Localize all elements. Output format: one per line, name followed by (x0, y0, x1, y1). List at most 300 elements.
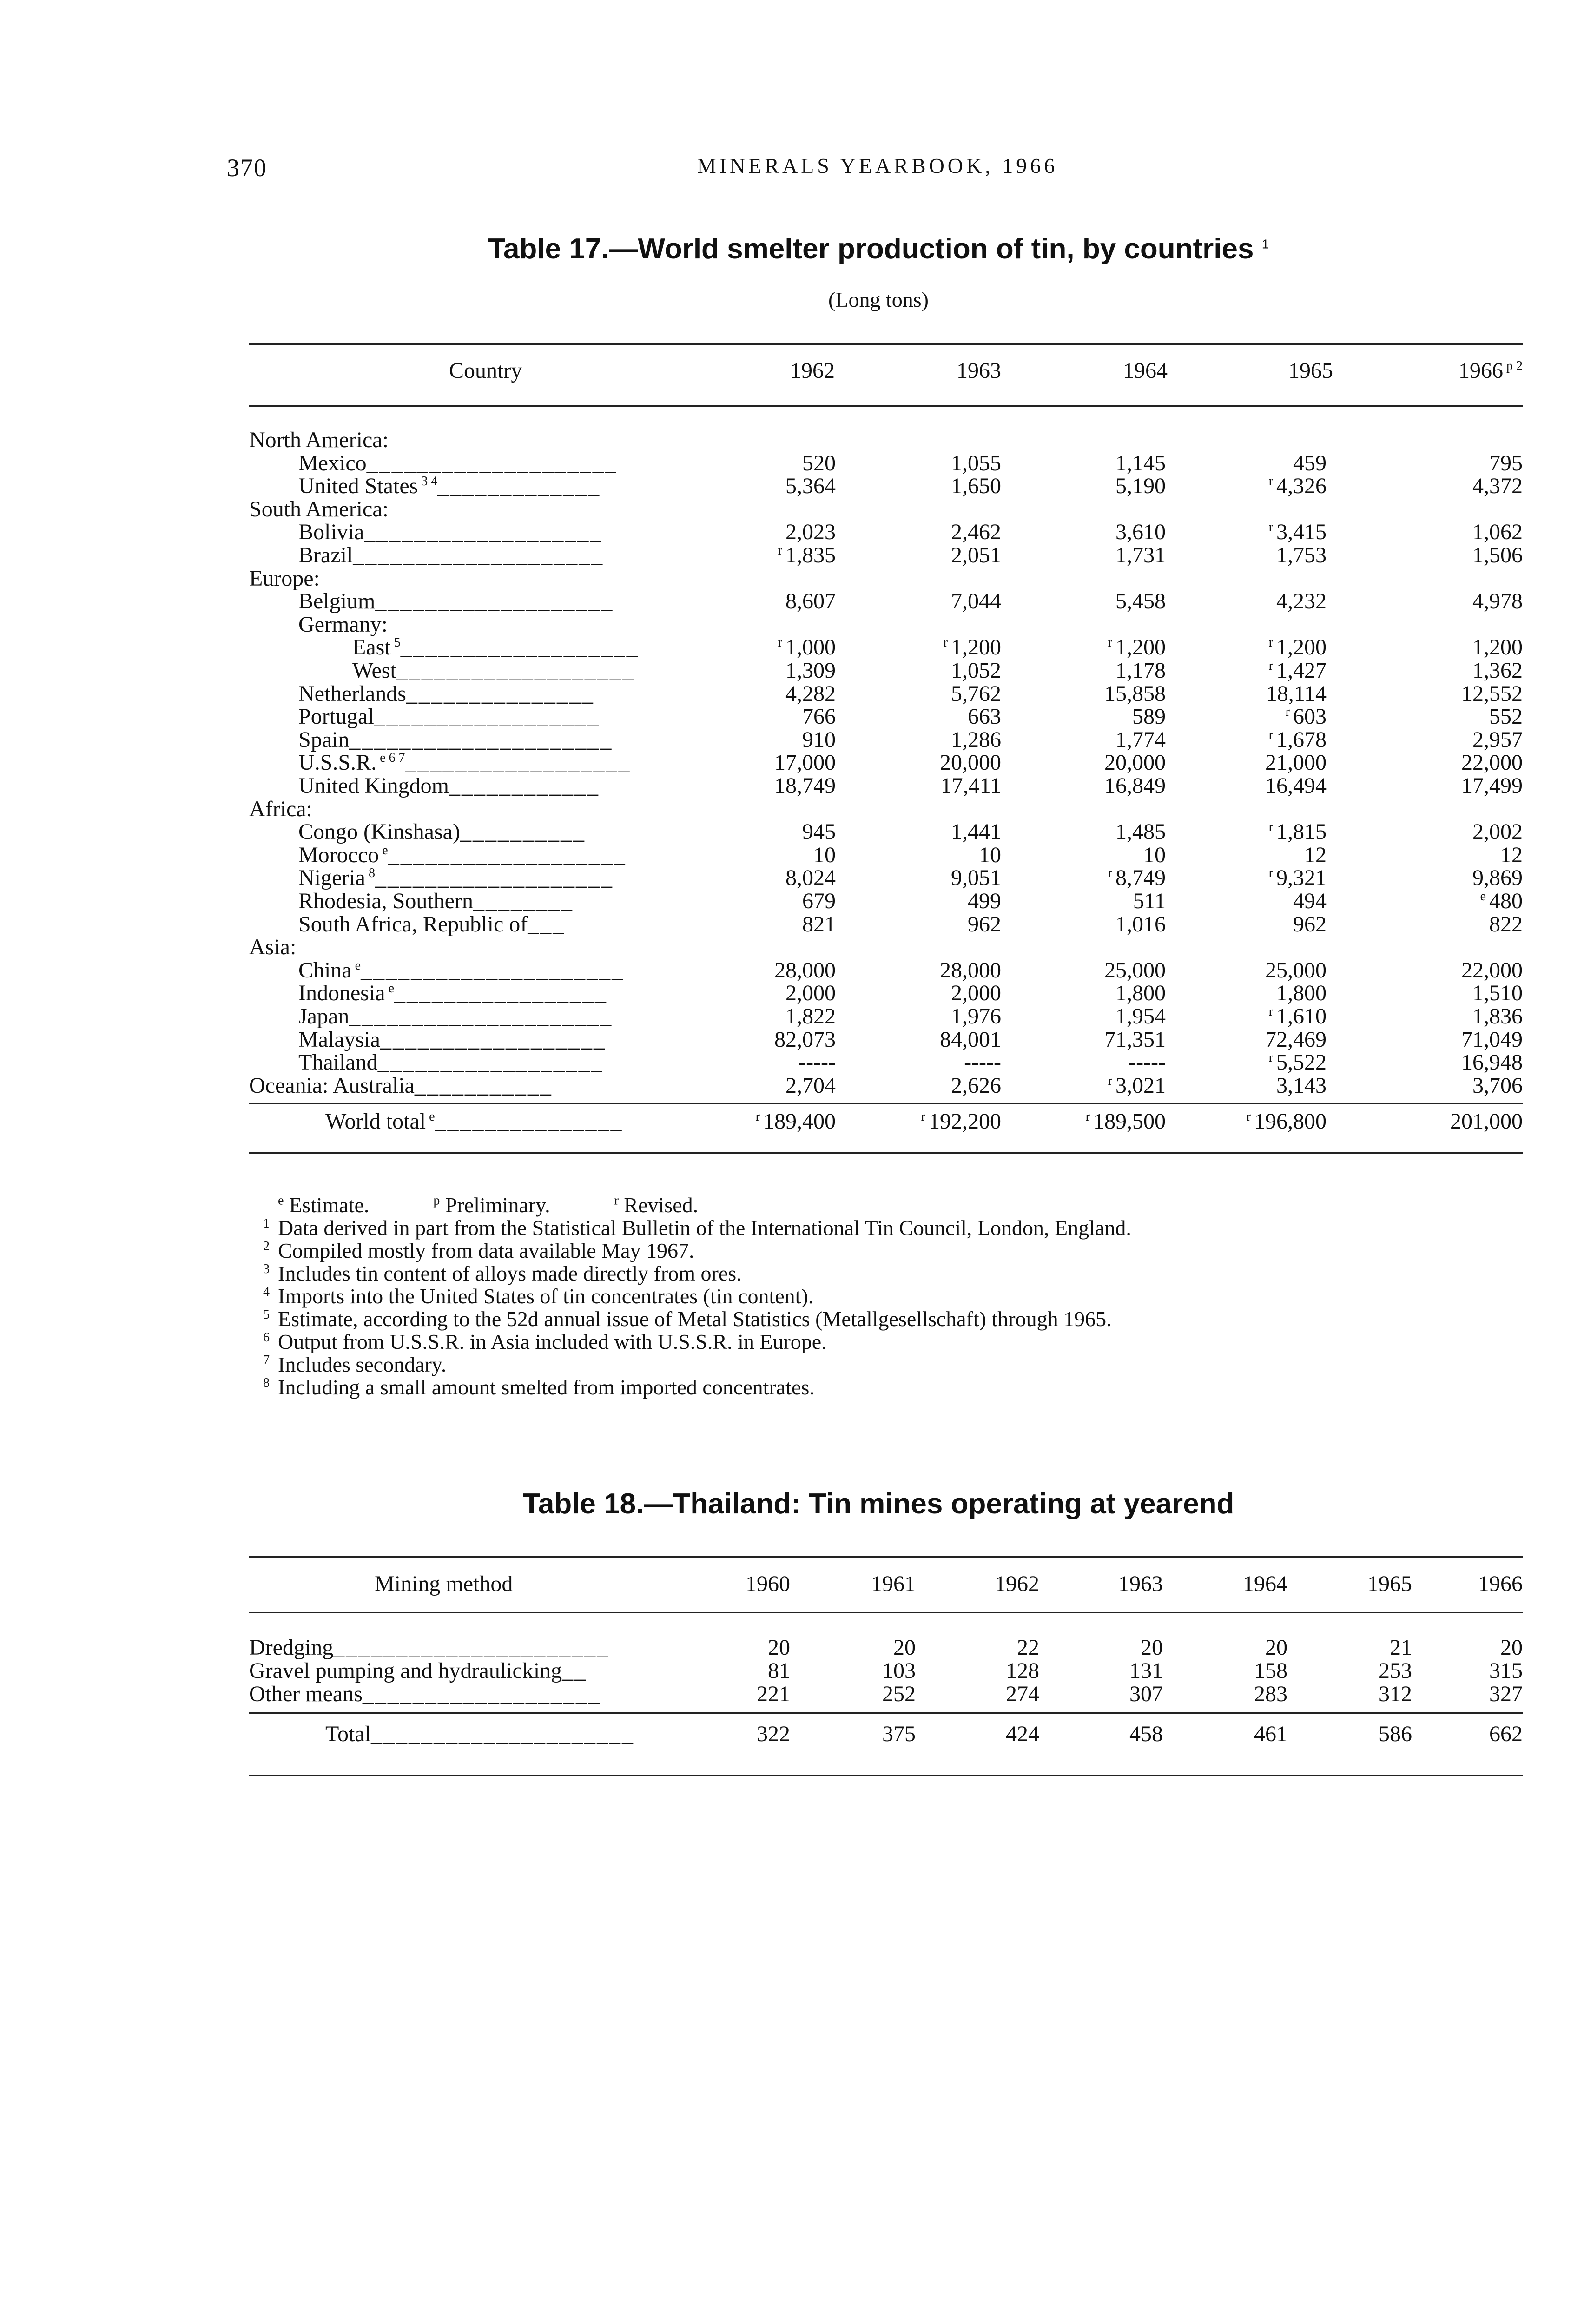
row-label-mark: e (351, 958, 361, 973)
cell-value: 17,499 (1461, 773, 1523, 798)
column-header-method: Mining method (375, 1571, 513, 1596)
cell-value: 1,506 (1472, 543, 1523, 568)
total-value: 586 (1379, 1722, 1412, 1746)
table-row (249, 936, 1523, 959)
table-row (249, 1051, 1523, 1074)
cell-value: 1,309 (785, 658, 836, 683)
cell-value: 252 (882, 1682, 916, 1706)
leader-dots: _____________________ (370, 1722, 634, 1746)
value-marker: r (1268, 866, 1276, 881)
cell-value: 1,774 (1115, 727, 1166, 752)
cell-value: $^r$ 1,200 (1268, 635, 1327, 660)
table17-total-rule (249, 1103, 1523, 1104)
column-header-year-label: 1964 (1123, 358, 1168, 383)
cell-value: 72,469 (1265, 1027, 1327, 1052)
cell-value: 71,351 (1104, 1027, 1166, 1052)
value-marker: e (1480, 889, 1489, 904)
cell-value: $^r$ 1,200 (943, 635, 1001, 660)
row-label-text: Malaysia (298, 1027, 380, 1052)
row-label-text: West (352, 658, 396, 683)
cell-value: 3,706 (1472, 1073, 1523, 1098)
leader-dots: ___________________ (396, 658, 635, 683)
table-row (249, 1005, 1523, 1028)
row-label-text: Bolivia (298, 520, 364, 545)
total-value: 201,000 (1450, 1109, 1523, 1134)
value-marker: r (1268, 635, 1276, 650)
table17-body (249, 429, 1523, 1172)
footnote-text: Output from U.S.S.R. in Asia included with U.S.S.R. in Europe. (278, 1330, 827, 1353)
cell-value: 511 (1133, 889, 1166, 913)
cell-value: 663 (968, 704, 1001, 729)
cell-value: 1,286 (951, 727, 1001, 752)
cell-value: 16,948 (1461, 1050, 1523, 1075)
row-label (249, 636, 639, 659)
row-label-text: Europe: (249, 566, 320, 591)
cell-value: $^r$ 1,678 (1268, 727, 1327, 752)
value-marker: r (1268, 727, 1276, 742)
footnote: 2 Compiled mostly from data available May 1967. (263, 1239, 694, 1262)
table-row (249, 521, 1523, 544)
column-header-year-label: 1963 (957, 358, 1001, 383)
cell-value: 9,869 (1472, 865, 1523, 891)
cell-value: 1,800 (1115, 981, 1166, 1006)
footnote: 3 Includes tin content of alloys made directly from ores. (263, 1261, 742, 1285)
total-value: 461 (1254, 1722, 1287, 1746)
row-label (249, 429, 389, 452)
table-row (249, 452, 1523, 475)
cell-value: 2,023 (785, 520, 836, 545)
row-label (249, 1051, 604, 1074)
value-marker: r (1085, 1109, 1093, 1124)
value-marker: r (943, 635, 951, 650)
row-label-text: Mexico (298, 450, 367, 475)
cell-value: 8,024 (785, 865, 836, 891)
table17-header (249, 358, 1523, 390)
row-label-mark: 5 (390, 635, 401, 650)
cell-value: 16,494 (1265, 773, 1327, 798)
table-total-row (249, 1110, 1523, 1133)
row-label-text: United Kingdom (298, 773, 449, 798)
row-label-text: Gravel pumping and hydraulicking (249, 1658, 562, 1683)
cell-value: ----- (799, 1050, 836, 1075)
cell-value: 1,954 (1115, 1004, 1166, 1029)
total-value: 424 (1006, 1722, 1039, 1746)
cell-value: 12 (1500, 842, 1523, 867)
value-marker: r (778, 635, 785, 650)
cell-value: 16,849 (1104, 773, 1166, 798)
value-marker: r (1268, 659, 1276, 673)
table-row (249, 544, 1523, 567)
cell-value: ----- (1129, 1050, 1166, 1075)
footnote: 1 Data derived in part from the Statistical Bulletin of the International Tin Council, London, England. (263, 1216, 1131, 1240)
row-label (249, 774, 600, 798)
row-label (249, 798, 312, 821)
cell-value: $^r$ 1,835 (778, 543, 836, 568)
cell-value: 2,051 (951, 543, 1001, 568)
row-label-text: North America: (249, 428, 389, 452)
leader-dots: ___________________ (375, 589, 614, 614)
value-marker: r (1268, 1050, 1276, 1065)
value-marker: r (1246, 1109, 1254, 1124)
cell-value: 84,001 (940, 1027, 1001, 1052)
cell-value: 2,462 (951, 520, 1001, 545)
cell-value: $^e$ 480 (1480, 889, 1523, 913)
total-value: $^r$ 189,500 (1085, 1109, 1166, 1134)
cell-value: 1,836 (1472, 1004, 1523, 1029)
row-label (249, 1074, 553, 1097)
row-label-text: Oceania: Australia (249, 1073, 415, 1098)
total-label-text: Total (325, 1722, 371, 1746)
running-title: MINERALS YEARBOOK, 1966 (697, 154, 1058, 178)
column-header-year-label: 1962 (790, 358, 835, 383)
row-label (249, 936, 296, 959)
cell-value: 1,362 (1472, 658, 1523, 683)
row-label (249, 452, 618, 475)
cell-value: 12,552 (1461, 681, 1523, 706)
column-header-year (1288, 358, 1333, 383)
cell-value: 1,441 (951, 819, 1001, 845)
row-label (249, 590, 614, 613)
footnote: 5 Estimate, according to the 52d annual issue of Metal Statistics (Metallgesellschaft) through 1965. (263, 1307, 1112, 1331)
cell-value: 9,051 (951, 865, 1001, 891)
table-row (249, 498, 1523, 521)
cell-value: 5,458 (1115, 589, 1166, 614)
row-label (249, 959, 624, 982)
cell-value: 312 (1379, 1682, 1412, 1706)
row-label (249, 913, 565, 936)
cell-value: 822 (1489, 911, 1523, 937)
row-label-text: Dredging (249, 1635, 334, 1660)
column-header-year: 1966 (1478, 1571, 1523, 1596)
leader-dots: __________________ (374, 704, 600, 729)
cell-value: $^r$ 603 (1285, 704, 1327, 729)
cell-value: 2,626 (951, 1073, 1001, 1098)
cell-value: 520 (802, 450, 836, 475)
cell-value: ----- (964, 1050, 1001, 1075)
row-label-text: Asia: (249, 935, 297, 960)
cell-value: 4,978 (1472, 589, 1523, 614)
cell-value: 22 (1017, 1635, 1039, 1660)
leader-dots: _________________ (394, 981, 608, 1006)
column-header-year: 1961 (871, 1571, 916, 1596)
table-row (249, 705, 1523, 728)
cell-value: 1,822 (785, 1004, 836, 1029)
cell-value: 1,200 (1472, 635, 1523, 660)
cell-value: 7,044 (951, 589, 1001, 614)
leader-dots: _____________________ (349, 727, 613, 752)
cell-value: 17,000 (774, 750, 836, 775)
table17-footnotes (249, 1194, 1523, 1399)
leader-dots: ____________________ (366, 450, 618, 475)
row-label-text: Netherlands (298, 681, 406, 706)
column-header-year: 1965 (1367, 1571, 1412, 1596)
cell-value: 589 (1132, 704, 1166, 729)
table18-top-rule (249, 1556, 1523, 1558)
cell-value: 821 (802, 911, 836, 937)
leader-dots: _____________________ (361, 957, 625, 983)
cell-value: 22,000 (1461, 750, 1523, 775)
footnote: 4 Imports into the United States of tin concentrates (tin content). (263, 1284, 814, 1308)
cell-value: 21 (1390, 1635, 1412, 1660)
cell-value: 25,000 (1104, 957, 1166, 983)
footnote-text: Including a small amount smelted from imported concentrates. (278, 1375, 815, 1399)
row-label (249, 728, 613, 752)
cell-value: $^r$ 1,815 (1268, 819, 1327, 845)
row-label (249, 1028, 606, 1051)
value-marker: r (1285, 705, 1293, 720)
cell-value: 2,000 (785, 981, 836, 1006)
leader-dots: ___________________ (362, 1682, 601, 1706)
cell-value: 1,650 (951, 474, 1001, 499)
cell-value: 4,372 (1472, 474, 1523, 499)
cell-value: 552 (1489, 704, 1523, 729)
table17-title-text: Table 17.—World smelter production of tin, by countries (488, 233, 1254, 265)
cell-value: 22,000 (1461, 957, 1523, 983)
table18-total-rule (249, 1712, 1523, 1714)
value-marker: r (755, 1109, 763, 1124)
row-label-text: Nigeria (298, 865, 365, 891)
cell-value: 81 (768, 1658, 790, 1683)
leader-dots: ___________________ (388, 842, 627, 867)
total-label-mark: e (426, 1109, 435, 1124)
cell-value: 459 (1293, 450, 1327, 475)
table-row (249, 844, 1523, 867)
table17-title (232, 232, 1525, 265)
row-label (249, 613, 388, 636)
column-header-year: 1964 (1243, 1571, 1287, 1596)
cell-value: $^r$ 3,415 (1268, 520, 1327, 545)
row-label (249, 475, 601, 498)
table-row (249, 475, 1523, 498)
leader-dots: ______________________ (333, 1635, 610, 1660)
row-label-mark: e (385, 981, 395, 996)
row-label-text: Belgium (298, 589, 376, 614)
cell-value: 5,190 (1115, 474, 1166, 499)
table-row (249, 774, 1523, 798)
cell-value: 962 (968, 911, 1001, 937)
cell-value: 3,143 (1276, 1073, 1327, 1098)
row-label (249, 890, 574, 913)
row-label (249, 1005, 613, 1028)
row-label (249, 659, 635, 682)
cell-value: 1,731 (1115, 543, 1166, 568)
leader-dots: _______________ (406, 681, 594, 706)
leader-dots: ___________________ (375, 865, 614, 891)
cell-value: 1,062 (1472, 520, 1523, 545)
cell-value: 82,073 (774, 1027, 836, 1052)
cell-value: 20,000 (1104, 750, 1166, 775)
cell-value: 131 (1129, 1658, 1163, 1683)
row-label-text: Congo (Kinshasa) (298, 819, 460, 845)
cell-value: $^r$ 3,021 (1108, 1073, 1166, 1098)
footnote: 7 Includes secondary. (263, 1353, 447, 1376)
row-label-text: Indonesia (298, 981, 385, 1006)
table-total-row (249, 1723, 1523, 1746)
cell-value: 1,800 (1276, 981, 1327, 1006)
cell-value: 25,000 (1265, 957, 1327, 983)
table17-bottom-rule (249, 1152, 1523, 1154)
footnote-text: Estimate, according to the 52d annual issue of Metal Statistics (Metallgesellschaft) through 1965. (278, 1307, 1112, 1331)
cell-value: 20 (768, 1635, 790, 1660)
cell-value: 795 (1489, 450, 1523, 475)
table17-top-rule (249, 343, 1523, 345)
value-marker: r (1268, 520, 1276, 535)
table-row (249, 959, 1523, 982)
cell-value: 5,364 (785, 474, 836, 499)
table17-header-rule (249, 405, 1523, 407)
cell-value: 20 (1500, 1635, 1523, 1660)
cell-value: 2,957 (1472, 727, 1523, 752)
value-marker: r (921, 1109, 929, 1124)
row-label (249, 521, 602, 544)
cell-value: 945 (802, 819, 836, 845)
cell-value: $^r$ 8,749 (1108, 865, 1166, 891)
column-header-year-label: 1966 (1459, 358, 1503, 383)
page-number: 370 (227, 154, 267, 182)
row-label-text: Portugal (298, 704, 374, 729)
leader-dots: ___________________ (400, 635, 639, 660)
row-label (249, 820, 586, 844)
table-row (249, 982, 1523, 1005)
cell-value: 1,485 (1115, 819, 1166, 845)
cell-value: 307 (1129, 1682, 1163, 1706)
leader-dots: _____________________ (349, 1004, 613, 1029)
running-head (227, 153, 1528, 186)
table-row (249, 567, 1523, 590)
cell-value: $^r$ 1,610 (1268, 1004, 1327, 1029)
value-marker: r (1268, 1004, 1276, 1019)
leader-dots: __ (562, 1658, 587, 1683)
leader-dots: ____________ (449, 773, 600, 798)
table-row (249, 636, 1523, 659)
cell-value: $^r$ 4,326 (1268, 474, 1327, 499)
cell-value: 1,055 (951, 450, 1001, 475)
leader-dots: __________________ (377, 1050, 604, 1075)
cell-value: 10 (813, 842, 836, 867)
cell-value: 766 (802, 704, 836, 729)
cell-value: 10 (1143, 842, 1166, 867)
table18-body (249, 1636, 1523, 1776)
leader-dots: ________ (473, 889, 574, 913)
cell-value: 15,858 (1104, 681, 1166, 706)
column-header-marks: p 2 (1503, 359, 1523, 373)
row-label-text: Germany: (298, 612, 388, 637)
table-row (249, 866, 1523, 890)
cell-value: 1,510 (1472, 981, 1523, 1006)
total-label (249, 1110, 623, 1133)
cell-value: 274 (1006, 1682, 1039, 1706)
row-label (249, 844, 627, 867)
value-marker: r (1108, 635, 1115, 650)
cell-value: 18,749 (774, 773, 836, 798)
cell-value: 20,000 (940, 750, 1001, 775)
column-header-year: 1963 (1118, 1571, 1163, 1596)
table-row (249, 590, 1523, 613)
row-label-mark: 3 4 (418, 474, 438, 489)
cell-value: 221 (757, 1682, 790, 1706)
cell-value: 4,232 (1276, 589, 1327, 614)
cell-value: 20 (1141, 1635, 1163, 1660)
table17-title-note: 1 (1261, 237, 1269, 251)
row-label (249, 498, 389, 521)
column-header-year (1123, 358, 1168, 383)
cell-value: 21,000 (1265, 750, 1327, 775)
leader-dots: __________________ (380, 1027, 606, 1052)
row-label-text: United States (298, 474, 418, 499)
leader-dots: ___________________ (364, 520, 603, 545)
cell-value: 2,000 (951, 981, 1001, 1006)
table18-bottom-rule (249, 1775, 1523, 1776)
cell-value: 28,000 (774, 957, 836, 983)
leader-dots: _____________ (437, 474, 601, 499)
leader-dots: __________ (460, 819, 586, 845)
cell-value: 8,607 (785, 589, 836, 614)
row-label-text: Spain (298, 727, 350, 752)
cell-value: 4,282 (785, 681, 836, 706)
footnote-text: Includes tin content of alloys made directly from ores. (278, 1261, 742, 1285)
cell-value: $^r$ 1,200 (1108, 635, 1166, 660)
cell-value: 494 (1293, 889, 1327, 913)
cell-value: 679 (802, 889, 836, 913)
leader-dots: ___ (528, 911, 566, 937)
table-row (249, 728, 1523, 752)
footnote-text: Data derived in part from the Statistical Bulletin of the International Tin Council, London, England. (278, 1216, 1131, 1240)
cell-value: $^r$ 9,321 (1268, 865, 1327, 891)
row-label (249, 1636, 609, 1659)
cell-value: 5,762 (951, 681, 1001, 706)
row-label (249, 982, 607, 1005)
cell-value: 910 (802, 727, 836, 752)
table18-title: Table 18.—Thailand: Tin mines operating at yearend (522, 1488, 1234, 1520)
leader-dots: _______________ (435, 1109, 623, 1134)
total-value: $^r$ 189,400 (755, 1109, 836, 1134)
footnote-text: Preliminary. (440, 1193, 550, 1217)
footnote-marker: p (433, 1193, 440, 1208)
cell-value: 327 (1489, 1682, 1523, 1706)
cell-value: 17,411 (940, 773, 1001, 798)
table-row (249, 751, 1523, 774)
cell-value: 158 (1254, 1658, 1287, 1683)
column-header-year: 1962 (995, 1571, 1039, 1596)
cell-value: 1,052 (951, 658, 1001, 683)
total-label-text: World total (325, 1109, 426, 1134)
row-label (249, 751, 631, 774)
total-value: 322 (757, 1722, 790, 1746)
footnote-text: Revised. (618, 1193, 699, 1217)
cell-value: 499 (968, 889, 1001, 913)
cell-value: 28,000 (940, 957, 1001, 983)
cell-value: 2,002 (1472, 819, 1523, 845)
table-row (249, 682, 1523, 706)
row-label-mark: e 6 7 (376, 751, 405, 766)
column-header-year: 1960 (746, 1571, 790, 1596)
row-label (249, 705, 600, 728)
cell-value: 253 (1379, 1658, 1412, 1683)
total-value: $^r$ 196,800 (1246, 1109, 1327, 1134)
row-label (249, 567, 320, 590)
row-label-text: South Africa, Republic of (298, 911, 528, 937)
footnote-text: Estimate. (284, 1193, 370, 1217)
cell-value: 962 (1293, 911, 1327, 937)
row-label-text: China (298, 957, 352, 983)
table18-header-rule (249, 1612, 1523, 1613)
table-row (249, 890, 1523, 913)
row-label-mark: 8 (365, 866, 375, 881)
table-row (249, 613, 1523, 636)
row-label-text: Brazil (298, 543, 353, 568)
table-row (249, 1683, 1523, 1706)
table-row (249, 798, 1523, 821)
